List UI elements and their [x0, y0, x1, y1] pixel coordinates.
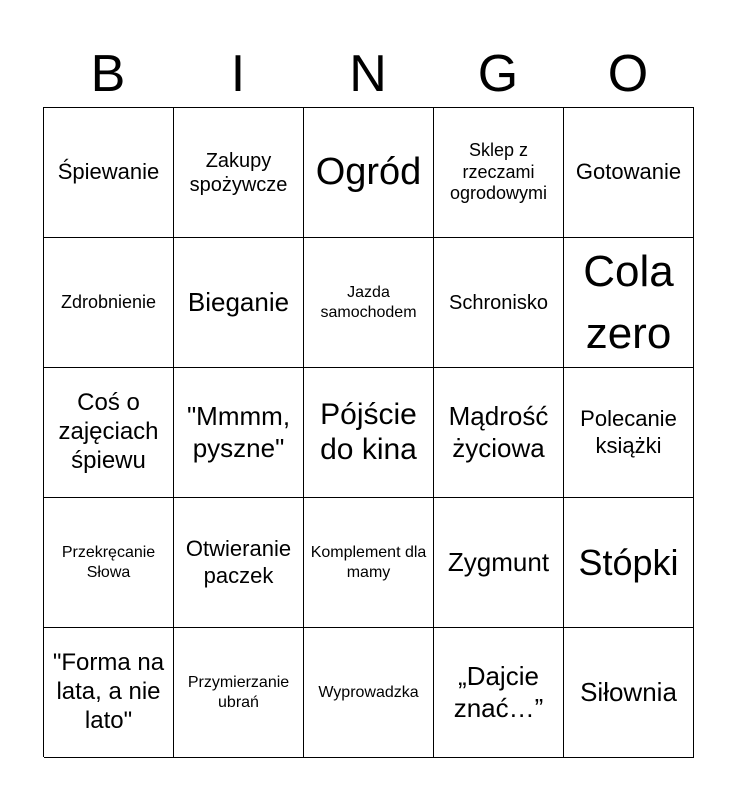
bingo-board: [43, 107, 694, 757]
bingo-cell-r2c2[interactable]: Bieganie: [174, 238, 304, 368]
bingo-cell-r2c1[interactable]: Zdrobnienie: [44, 238, 174, 368]
bingo-cell-r5c5[interactable]: Siłownia: [564, 628, 694, 758]
bingo-cell-r5c2[interactable]: Przymierzanie ubrań: [174, 628, 304, 758]
bingo-cell-r2c4[interactable]: Schronisko: [434, 238, 564, 368]
header-letter-o: O: [607, 45, 649, 103]
bingo-cell-r3c1[interactable]: Coś o zajęciach śpiewu: [44, 368, 174, 498]
bingo-cell-r1c5[interactable]: Gotowanie: [564, 108, 694, 238]
bingo-cell-r1c1[interactable]: Śpiewanie: [44, 108, 174, 238]
bingo-cell-r1c3[interactable]: Ogród: [304, 108, 434, 238]
bingo-cell-r5c4[interactable]: „Dajcie znać…”: [434, 628, 564, 758]
header-letter-b: B: [90, 45, 126, 103]
bingo-cell-r5c1[interactable]: "Forma na lata, a nie lato": [44, 628, 174, 758]
bingo-cell-r2c5[interactable]: Cola zero: [564, 238, 694, 368]
bingo-header: [43, 40, 693, 108]
bingo-cell-r4c5[interactable]: Stópki: [564, 498, 694, 628]
bingo-cell-r1c4[interactable]: Sklep z rzeczami ogrodowymi: [434, 108, 564, 238]
header-letter-n: N: [349, 45, 387, 103]
bingo-cell-r3c4[interactable]: Mądrość życiowa: [434, 368, 564, 498]
bingo-cell-r3c5[interactable]: Polecanie książki: [564, 368, 694, 498]
bingo-cell-r5c3[interactable]: Wyprowadzka: [304, 628, 434, 758]
bingo-cell-r4c1[interactable]: Przekręcanie Słowa: [44, 498, 174, 628]
bingo-cell-r2c3[interactable]: Jazda samochodem: [304, 238, 434, 368]
bingo-cell-r4c4[interactable]: Zygmunt: [434, 498, 564, 628]
header-letter-g: G: [477, 45, 519, 103]
bingo-cell-r3c3[interactable]: Pójście do kina: [304, 368, 434, 498]
bingo-cell-r4c2[interactable]: Otwieranie paczek: [174, 498, 304, 628]
header-letter-i: I: [230, 45, 246, 103]
bingo-cell-r3c2[interactable]: "Mmmm, pyszne": [174, 368, 304, 498]
bingo-cell-r1c2[interactable]: Zakupy spożywcze: [174, 108, 304, 238]
bingo-cell-r4c3[interactable]: Komplement dla mamy: [304, 498, 434, 628]
